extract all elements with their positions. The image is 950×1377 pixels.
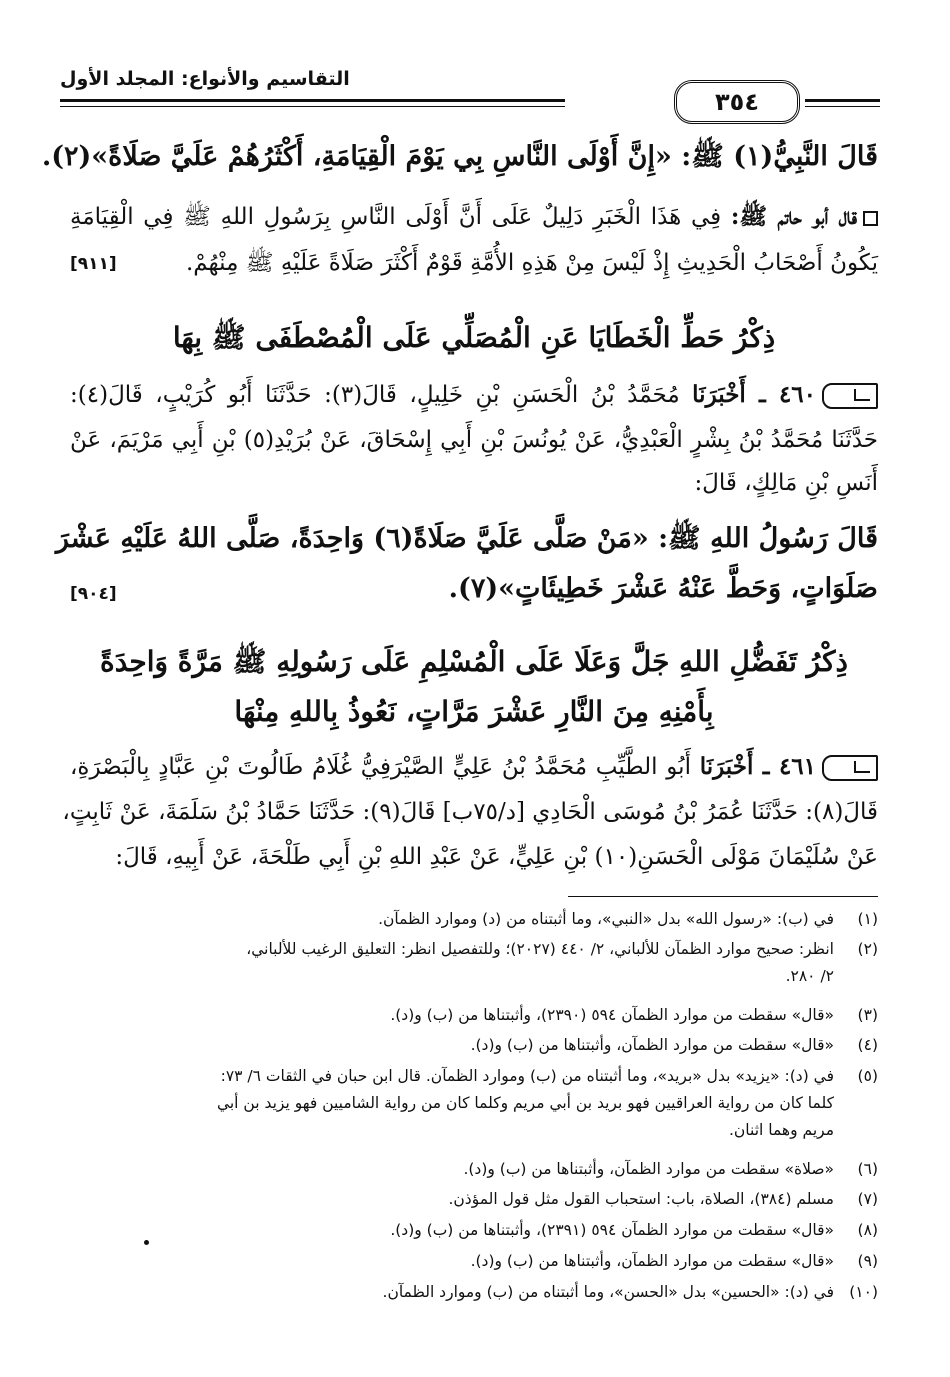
footnote-text: في (د): «يزيد» بدل «بريد»، وما أثبتناه من (ب) وموارد الظمآن. قال ابن حبان في الثقات ٦/ ٧٣: — [220, 1067, 834, 1085]
chapter-heading: ذِكْرُ حَطِّ الْخَطَايَا عَنِ الْمُصَلِّي عَلَى الْمُصْطَفَى ﷺ بِهَا — [172, 321, 776, 354]
commentary-line: يَكُونُ أَصْحَابُ الْحَدِيثِ إِذْ لَيْسَ مِنْ هَذِهِ الأُمَّةِ قَوْمٌ أَكْثَرَ صَلَاةً عَلَيْهِ ﷺ مِنْهُمْ. — [185, 250, 878, 276]
footnote-number: (٥) — [857, 1067, 878, 1085]
footnote — [70, 1063, 878, 1144]
hadith-marker-icon — [822, 383, 878, 409]
footnote-number: (٣) — [857, 1006, 878, 1024]
hadith-isnad-line: حَدَّثَنَا مُحَمَّدُ بْنُ بِشْرٍ الْعَبْدِيُّ، عَنْ يُونُسَ بْنِ أَبِي إِسْحَاقَ، عَنْ بُرَيْدِ(٥) بْنِ أَبِي مَرْيَمَ، عَنْ — [70, 427, 879, 453]
commentary-line — [70, 202, 878, 232]
footnote — [70, 1186, 878, 1213]
page-header — [60, 62, 880, 122]
footnote-text: «قال» سقطت من موارد الظمآن، وأثبتناها من (ب) و(د). — [470, 1036, 834, 1054]
footnote — [70, 1248, 878, 1275]
footnote-text: «قال» سقطت من موارد الظمآن، وأثبتناها من (ب) و(د). — [470, 1252, 834, 1270]
reference-number: [٩١١] — [70, 254, 117, 274]
footnote-number: (٨) — [857, 1221, 878, 1239]
commentary-lead: قال أبو حاتم ﷺ: — [730, 203, 857, 230]
footnote — [70, 1279, 878, 1306]
isnad-text: أَبُو الطَّيِّبِ مُحَمَّدُ بْنُ عَلِيٍّ الصَّيْرَفِيُّ غُلَامُ طَالُوتَ بْنِ عَبَّادٍ بِالْبَصْرَةِ، — [70, 754, 691, 780]
commentary-text: فِي هَذَا الْخَبَرِ دَلِيلٌ عَلَى أَنَّ أَوْلَى النَّاسِ بِرَسُولِ اللهِ ﷺ فِي الْقِيَامَةِ — [70, 204, 722, 230]
header-rule — [60, 106, 565, 107]
chapter-heading: ذِكْرُ تَفَضُّلِ اللهِ جَلَّ وَعَلَا عَلَى الْمُسْلِمِ عَلَى رَسُولِهِ ﷺ مَرَّةً وَاحِدَةً — [100, 645, 848, 678]
footnote — [70, 906, 878, 933]
hadith-isnad-line: عَنْ سُلَيْمَانَ مَوْلَى الْحَسَنِ(١٠) بْنِ عَلِيٍّ، عَنْ عَبْدِ اللهِ بْنِ أَبِي طَلْحَةَ، عَنْ أَبِيهِ، قَالَ: — [115, 844, 878, 870]
footnote-number: (٦) — [857, 1160, 878, 1178]
hadith-matn-line: قَالَ رَسُولُ اللهِ ﷺ: «مَنْ صَلَّى عَلَيَّ صَلَاةً(٦) وَاحِدَةً، صَلَّى اللهُ عَلَيْهِ عَشْرَ — [55, 523, 878, 554]
footnote — [70, 1156, 878, 1183]
footnote-text-continued: مريم وهما اثنان. — [728, 1121, 834, 1139]
footnote-separator — [568, 896, 878, 897]
footnote-text: في (ب): «رسول الله» بدل «النبي»، وما أثبتناه من (د) وموارد الظمآن. — [378, 910, 834, 928]
square-marker-icon — [863, 211, 878, 226]
footnote — [70, 1217, 878, 1244]
footnote-text: مسلم (٣٨٤)، الصلاة، باب: استحباب القول مثل قول المؤذن. — [448, 1190, 834, 1208]
footnote — [70, 936, 878, 990]
header-rule — [805, 99, 880, 102]
isnad-text: مُحَمَّدُ بْنُ الْحَسَنِ بْنِ خَلِيلٍ، قَالَ(٣): حَدَّثَنَا أَبُو كُرَيْبٍ، قَالَ(٤): — [70, 382, 680, 408]
hadith-isnad-line: قَالَ(٨): حَدَّثَنَا عُمَرُ بْنُ مُوسَى الْحَادِي [د/٧٥ب] قَالَ(٩): حَدَّثَنَا حَمَّادُ بْنُ سَلَمَةَ، عَنْ ثَابِتٍ، — [62, 799, 878, 825]
footnote-text: انظر: صحيح موارد الظمآن للألباني، ٢/ ٤٤٠ (٢٠٢٧)؛ وللتفصيل انظر: التعليق الرغيب للألباني، — [246, 940, 834, 958]
footnote-text-continued: كلما كان من رواية العراقيين فهو بريد بن أبي مريم وكلما كان من رواية الشاميين فهو يزيد بن أبي — [216, 1094, 834, 1112]
footnote-number: (٧) — [857, 1190, 878, 1208]
footnote-text: في (د): «الحسين» بدل «الحسن»، وما أثبتناه من (ب) وموارد الظمآن. — [382, 1283, 834, 1301]
footnote-number: (٢) — [857, 940, 878, 958]
footnote-text-continued: ٢/ ٢٨٠. — [785, 967, 834, 985]
hadith-matn-line: صَلَوَاتٍ، وَحَطَّ عَنْهُ عَشْرَ خَطِيئَاتٍ»(٧). — [448, 573, 878, 604]
footnote-text: «قال» سقطت من موارد الظمآن ٥٩٤ (٢٣٩٠)، وأثبتناها من (ب) و(د). — [390, 1006, 834, 1024]
footnote-number: (١) — [857, 910, 878, 928]
reference-number: [٩٠٤] — [70, 584, 117, 604]
hadith-end-line: قَالَ النَّبِيُّ(١) ﷺ: «إِنَّ أَوْلَى النَّاسِ بِي يَوْمَ الْقِيَامَةِ، أَكْثَرُهُمْ عَلَيَّ صَلَاةً»(٢). — [41, 141, 878, 172]
hadith-number-lead: ٤٦١ ـ أَخْبَرَنَا — [699, 753, 816, 780]
running-title: التقاسيم والأنواع: المجلد الأول — [60, 68, 350, 90]
footnote-text: «صلاة» سقطت من موارد الظمآن، وأثبتناها من (ب) و(د). — [463, 1160, 834, 1178]
hadith-isnad-line: أَنَسِ بْنِ مَالِكٍ، قَالَ: — [694, 470, 878, 496]
footnote-number: (١٠) — [849, 1283, 878, 1301]
footnote-text: «قال» سقطت من موارد الظمآن ٥٩٤ (٢٣٩١)، وأثبتناها من (ب) و(د). — [390, 1221, 834, 1239]
footnote — [70, 1002, 878, 1029]
hadith-marker-icon — [822, 755, 878, 781]
footnote — [70, 1032, 878, 1059]
header-rule — [60, 99, 565, 102]
print-speck — [144, 1240, 149, 1245]
hadith-number-lead: ٤٦٠ ـ أَخْبَرَنَا — [692, 381, 817, 408]
page-number: ٣٥٤ — [674, 80, 800, 124]
chapter-heading: بِأَمْنِهِ مِنَ النَّارِ عَشْرَ مَرَّاتٍ، نَعُوذُ بِاللهِ مِنْهَا — [234, 695, 714, 728]
hadith-isnad-line — [70, 380, 878, 410]
header-rule — [805, 106, 880, 107]
footnote-number: (٤) — [857, 1036, 878, 1054]
footnote-number: (٩) — [857, 1252, 878, 1270]
hadith-isnad-line — [70, 752, 878, 782]
